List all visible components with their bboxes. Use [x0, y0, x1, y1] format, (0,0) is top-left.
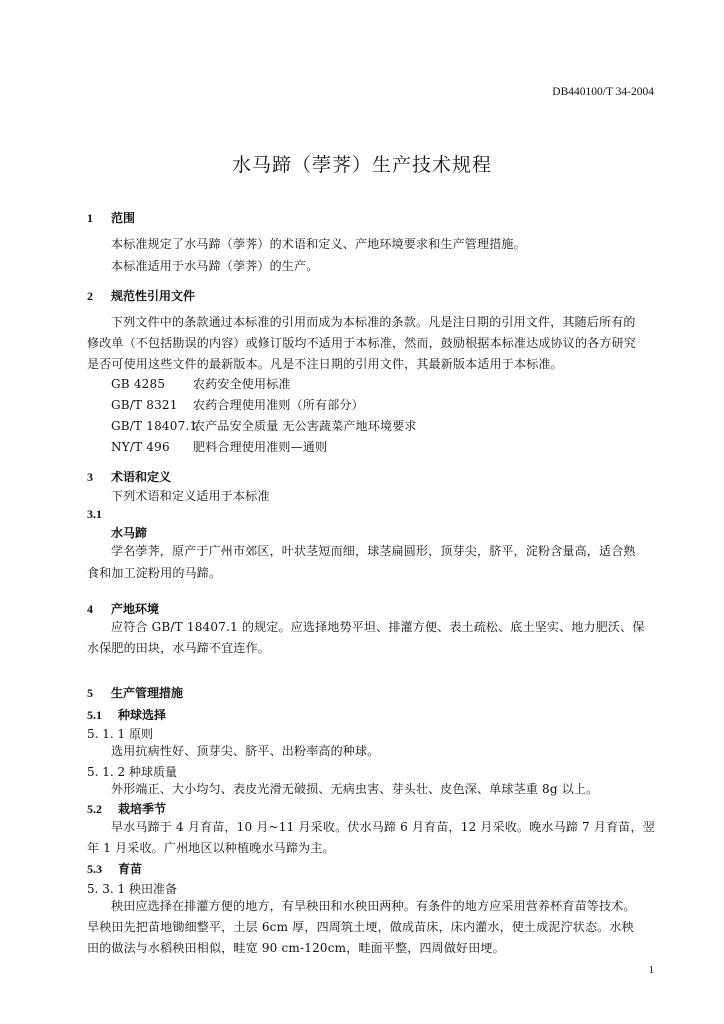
paragraph: 下列术语和定义适用于本标准 [111, 489, 270, 503]
section-4-heading [87, 600, 159, 617]
paragraph: 本标准规定了水马蹄（荸荠）的术语和定义、产地环境要求和生产管理措施。 [111, 237, 526, 251]
standard-code: DB440100/T 34-2004 [552, 86, 654, 98]
clause-5-1-2: 5. 1. 2 种球质量 [87, 765, 177, 779]
paragraph-line: 是否可使用这些文件的最新版本。凡是不注日期的引用文件，其最新版本适用于本标准。 [87, 357, 563, 371]
reference-item [111, 437, 327, 458]
reference-title: 农药合理使用准则（所有部分） [193, 398, 364, 412]
section-title: 生产管理措施 [111, 686, 184, 700]
document-title: 水马蹄（荸荠）生产技术规程 [231, 154, 492, 176]
section-1-heading [87, 209, 135, 226]
reference-item [111, 374, 291, 395]
paragraph-line: 旱秧田先把苗地锄细整平，土层 6cm 厚，四周筑土埂，做成苗床，床内灌水，使土成泥泞状态。水秧 [87, 920, 634, 934]
section-number: 1 [87, 211, 93, 225]
subsection-5-2-heading [87, 800, 166, 817]
paragraph: 选用抗病性好、顶芽尖、脐平、出粉率高的种球。 [111, 744, 380, 758]
section-title: 术语和定义 [111, 470, 172, 484]
paragraph: 外形端正、大小均匀、表皮光滑无破损、无病虫害、芽头壮、皮色深、单球茎重 8g 以上。 [111, 782, 599, 796]
page-number: 1 [648, 964, 654, 976]
reference-code: GB/T 18407.1 [111, 419, 198, 433]
section-number: 2 [87, 289, 93, 303]
reference-code: GB/T 8321 [111, 398, 178, 412]
reference-code: NY/T 496 [111, 440, 170, 454]
paragraph-line: 水保肥的田块，水马蹄不宜连作。 [87, 641, 271, 655]
clause-5-3-1: 5. 3. 1 秧田准备 [87, 882, 177, 896]
section-number: 5 [87, 686, 93, 700]
paragraph-line: 田的做法与水稻秧田相似，畦宽 90 cm-120cm，畦面平整，四周做好田埂。 [87, 941, 505, 955]
section-number: 3 [87, 470, 93, 484]
reference-item [111, 395, 364, 416]
subsection-title: 育苗 [118, 862, 143, 876]
paragraph-line: 修改单（不包括勘误的内容）或修订版均不适用于本标准，然而，鼓励根据本标准达成协议的各方研究 [87, 336, 637, 350]
clause-5-1-1: 5. 1. 1 原则 [87, 727, 153, 741]
paragraph: 本标准适用于水马蹄（荸荠）的生产。 [111, 259, 319, 273]
paragraph-line: 年 1 月采收。广州地区以种植晚水马蹄为主。 [87, 841, 335, 855]
reference-title: 农药安全使用标准 [193, 377, 291, 391]
reference-title: 农产品安全质量 无公害蔬菜产地环境要求 [193, 419, 417, 433]
paragraph-line: 秧田应选择在排灌方便的地方，有旱秧田和水秧田两种。有条件的地方应采用营养杯育苗等技术。 [111, 899, 636, 913]
subsection-title: 栽培季节 [118, 802, 167, 816]
subsection-number: 3.1 [87, 507, 102, 521]
paragraph-line: 下列文件中的条款通过本标准的引用而成为本标准的条款。凡是注日期的引用文件，其随后所有的 [111, 315, 636, 329]
reference-item [111, 416, 417, 437]
section-5-heading [87, 684, 183, 701]
reference-title: 肥料合理使用准则—通则 [193, 440, 328, 454]
subsection-number: 5.2 [87, 802, 102, 816]
subsection-5-1-heading [87, 706, 166, 723]
section-3-heading [87, 468, 171, 485]
section-2-heading [87, 287, 195, 304]
subsection-title: 种球选择 [118, 708, 167, 722]
paragraph-line: 应符合 GB/T 18407.1 的规定。应选择地势平坦、排灌方便、表土疏松、底土坚实、地力肥沃、保 [111, 620, 645, 634]
subsection-number: 5.3 [87, 862, 102, 876]
paragraph-line: 食和加工淀粉用的马蹄。 [87, 566, 222, 580]
section-title: 产地环境 [111, 602, 160, 616]
section-number: 4 [87, 602, 93, 616]
paragraph-line: 学名荸荠，原产于广州市郊区，叶状茎短而细，球茎扁圆形，顶芽尖，脐平，淀粉含量高，适合熟 [111, 544, 636, 558]
subsection-5-3-heading [87, 860, 142, 877]
reference-code: GB 4285 [111, 377, 166, 391]
paragraph-line: 早水马蹄于 4 月育苗，10 月~11 月采收。伏水马蹄 6 月育苗，12 月采收。晚水马蹄 7 月育苗，翌 [111, 820, 655, 834]
section-title: 规范性引用文件 [111, 289, 196, 303]
term-heading: 水马蹄 [111, 526, 148, 540]
section-title: 范围 [111, 211, 136, 225]
subsection-number: 5.1 [87, 708, 102, 722]
